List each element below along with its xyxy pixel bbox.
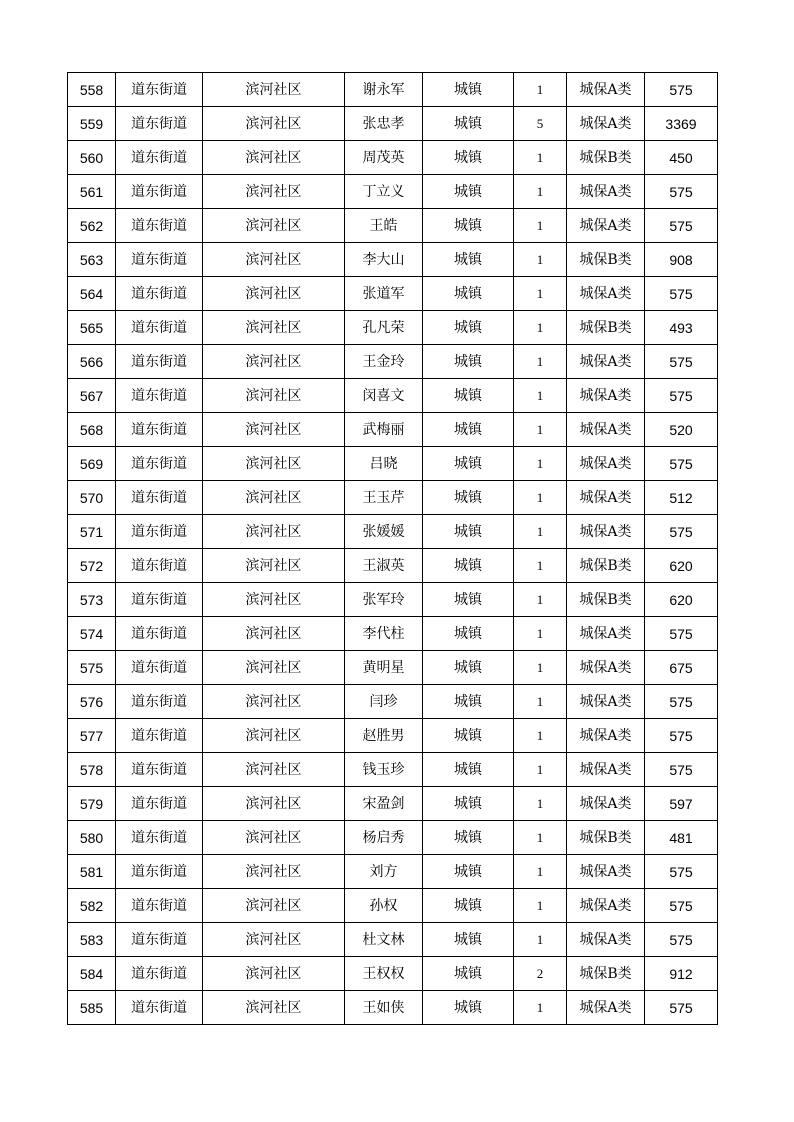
table-row	[68, 753, 718, 787]
name-cell: 王权权	[345, 957, 423, 991]
amount-cell: 481	[645, 821, 718, 855]
category-cell: 城保B类	[567, 311, 645, 345]
residence-type-cell: 城镇	[423, 243, 514, 277]
table-row	[68, 821, 718, 855]
amount-cell: 575	[645, 889, 718, 923]
community-cell: 滨河社区	[203, 481, 345, 515]
residence-type-cell: 城镇	[423, 379, 514, 413]
name-cell: 王金玲	[345, 345, 423, 379]
name-cell: 李代柱	[345, 617, 423, 651]
row-number-cell: 580	[68, 821, 116, 855]
table-row	[68, 107, 718, 141]
household-size-cell: 1	[514, 651, 567, 685]
amount-cell: 3369	[645, 107, 718, 141]
name-cell: 武梅丽	[345, 413, 423, 447]
subdistrict-cell: 道东街道	[116, 855, 203, 889]
community-cell: 滨河社区	[203, 821, 345, 855]
community-cell: 滨河社区	[203, 617, 345, 651]
household-size-cell: 5	[514, 107, 567, 141]
community-cell: 滨河社区	[203, 753, 345, 787]
residence-type-cell: 城镇	[423, 175, 514, 209]
community-cell: 滨河社区	[203, 311, 345, 345]
subdistrict-cell: 道东街道	[116, 243, 203, 277]
residence-type-cell: 城镇	[423, 957, 514, 991]
household-size-cell: 1	[514, 855, 567, 889]
category-cell: 城保B类	[567, 583, 645, 617]
table-row	[68, 73, 718, 107]
subdistrict-cell: 道东街道	[116, 107, 203, 141]
subdistrict-cell: 道东街道	[116, 719, 203, 753]
community-cell: 滨河社区	[203, 787, 345, 821]
community-cell: 滨河社区	[203, 107, 345, 141]
subdistrict-cell: 道东街道	[116, 753, 203, 787]
community-cell: 滨河社区	[203, 991, 345, 1025]
amount-cell: 620	[645, 583, 718, 617]
name-cell: 闵喜文	[345, 379, 423, 413]
community-cell: 滨河社区	[203, 651, 345, 685]
table-row	[68, 447, 718, 481]
community-cell: 滨河社区	[203, 515, 345, 549]
subdistrict-cell: 道东街道	[116, 549, 203, 583]
subdistrict-cell: 道东街道	[116, 583, 203, 617]
subdistrict-cell: 道东街道	[116, 923, 203, 957]
category-cell: 城保A类	[567, 889, 645, 923]
amount-cell: 450	[645, 141, 718, 175]
household-size-cell: 1	[514, 141, 567, 175]
name-cell: 杨启秀	[345, 821, 423, 855]
row-number-cell: 571	[68, 515, 116, 549]
table-row	[68, 583, 718, 617]
community-cell: 滨河社区	[203, 73, 345, 107]
community-cell: 滨河社区	[203, 209, 345, 243]
community-cell: 滨河社区	[203, 685, 345, 719]
subdistrict-cell: 道东街道	[116, 413, 203, 447]
residence-type-cell: 城镇	[423, 447, 514, 481]
name-cell: 杜文林	[345, 923, 423, 957]
row-number-cell: 583	[68, 923, 116, 957]
community-cell: 滨河社区	[203, 277, 345, 311]
name-cell: 王淑英	[345, 549, 423, 583]
subdistrict-cell: 道东街道	[116, 277, 203, 311]
name-cell: 孙权	[345, 889, 423, 923]
amount-cell: 675	[645, 651, 718, 685]
community-cell: 滨河社区	[203, 413, 345, 447]
subdistrict-cell: 道东街道	[116, 821, 203, 855]
category-cell: 城保A类	[567, 379, 645, 413]
subdistrict-cell: 道东街道	[116, 141, 203, 175]
amount-cell: 575	[645, 379, 718, 413]
table-row	[68, 311, 718, 345]
category-cell: 城保B类	[567, 141, 645, 175]
community-cell: 滨河社区	[203, 549, 345, 583]
row-number-cell: 564	[68, 277, 116, 311]
table-row	[68, 379, 718, 413]
roster-table-body	[68, 73, 718, 1025]
subdistrict-cell: 道东街道	[116, 345, 203, 379]
name-cell: 钱玉珍	[345, 753, 423, 787]
category-cell: 城保A类	[567, 991, 645, 1025]
name-cell: 宋盈剑	[345, 787, 423, 821]
subdistrict-cell: 道东街道	[116, 515, 203, 549]
row-number-cell: 562	[68, 209, 116, 243]
row-number-cell: 569	[68, 447, 116, 481]
household-size-cell: 1	[514, 175, 567, 209]
category-cell: 城保A类	[567, 447, 645, 481]
category-cell: 城保A类	[567, 719, 645, 753]
category-cell: 城保B类	[567, 243, 645, 277]
household-size-cell: 1	[514, 685, 567, 719]
household-size-cell: 1	[514, 311, 567, 345]
amount-cell: 575	[645, 685, 718, 719]
residence-type-cell: 城镇	[423, 481, 514, 515]
name-cell: 闫珍	[345, 685, 423, 719]
row-number-cell: 567	[68, 379, 116, 413]
category-cell: 城保A类	[567, 787, 645, 821]
table-row	[68, 413, 718, 447]
row-number-cell: 565	[68, 311, 116, 345]
amount-cell: 512	[645, 481, 718, 515]
community-cell: 滨河社区	[203, 923, 345, 957]
row-number-cell: 560	[68, 141, 116, 175]
row-number-cell: 568	[68, 413, 116, 447]
residence-type-cell: 城镇	[423, 821, 514, 855]
row-number-cell: 558	[68, 73, 116, 107]
row-number-cell: 563	[68, 243, 116, 277]
residence-type-cell: 城镇	[423, 209, 514, 243]
category-cell: 城保A类	[567, 175, 645, 209]
household-size-cell: 1	[514, 515, 567, 549]
name-cell: 张忠孝	[345, 107, 423, 141]
name-cell: 吕晓	[345, 447, 423, 481]
household-size-cell: 1	[514, 787, 567, 821]
household-size-cell: 1	[514, 889, 567, 923]
amount-cell: 597	[645, 787, 718, 821]
community-cell: 滨河社区	[203, 141, 345, 175]
household-size-cell: 1	[514, 583, 567, 617]
category-cell: 城保A类	[567, 753, 645, 787]
household-size-cell: 1	[514, 277, 567, 311]
table-row	[68, 923, 718, 957]
amount-cell: 908	[645, 243, 718, 277]
community-cell: 滨河社区	[203, 447, 345, 481]
residence-type-cell: 城镇	[423, 277, 514, 311]
community-cell: 滨河社区	[203, 957, 345, 991]
residence-type-cell: 城镇	[423, 651, 514, 685]
row-number-cell: 584	[68, 957, 116, 991]
category-cell: 城保A类	[567, 345, 645, 379]
roster-table	[67, 72, 718, 1025]
category-cell: 城保A类	[567, 481, 645, 515]
amount-cell: 620	[645, 549, 718, 583]
subdistrict-cell: 道东街道	[116, 481, 203, 515]
table-row	[68, 617, 718, 651]
subdistrict-cell: 道东街道	[116, 991, 203, 1025]
residence-type-cell: 城镇	[423, 107, 514, 141]
table-row	[68, 141, 718, 175]
category-cell: 城保B类	[567, 821, 645, 855]
subdistrict-cell: 道东街道	[116, 447, 203, 481]
category-cell: 城保A类	[567, 923, 645, 957]
residence-type-cell: 城镇	[423, 311, 514, 345]
subdistrict-cell: 道东街道	[116, 787, 203, 821]
table-row	[68, 719, 718, 753]
residence-type-cell: 城镇	[423, 685, 514, 719]
residence-type-cell: 城镇	[423, 73, 514, 107]
row-number-cell: 576	[68, 685, 116, 719]
amount-cell: 575	[645, 447, 718, 481]
household-size-cell: 1	[514, 719, 567, 753]
amount-cell: 575	[645, 277, 718, 311]
table-row	[68, 277, 718, 311]
row-number-cell: 574	[68, 617, 116, 651]
amount-cell: 575	[645, 923, 718, 957]
table-row	[68, 549, 718, 583]
amount-cell: 575	[645, 991, 718, 1025]
household-size-cell: 1	[514, 73, 567, 107]
table-row	[68, 209, 718, 243]
table-row	[68, 991, 718, 1025]
category-cell: 城保A类	[567, 73, 645, 107]
community-cell: 滨河社区	[203, 345, 345, 379]
amount-cell: 912	[645, 957, 718, 991]
amount-cell: 575	[645, 345, 718, 379]
name-cell: 赵胜男	[345, 719, 423, 753]
category-cell: 城保A类	[567, 413, 645, 447]
subdistrict-cell: 道东街道	[116, 651, 203, 685]
amount-cell: 575	[645, 175, 718, 209]
table-row	[68, 651, 718, 685]
residence-type-cell: 城镇	[423, 583, 514, 617]
name-cell: 张军玲	[345, 583, 423, 617]
row-number-cell: 585	[68, 991, 116, 1025]
subdistrict-cell: 道东街道	[116, 73, 203, 107]
amount-cell: 520	[645, 413, 718, 447]
row-number-cell: 570	[68, 481, 116, 515]
row-number-cell: 566	[68, 345, 116, 379]
name-cell: 周茂英	[345, 141, 423, 175]
category-cell: 城保A类	[567, 515, 645, 549]
category-cell: 城保A类	[567, 209, 645, 243]
row-number-cell: 561	[68, 175, 116, 209]
household-size-cell: 1	[514, 923, 567, 957]
household-size-cell: 1	[514, 549, 567, 583]
subdistrict-cell: 道东街道	[116, 889, 203, 923]
table-row	[68, 855, 718, 889]
subdistrict-cell: 道东街道	[116, 957, 203, 991]
name-cell: 黄明星	[345, 651, 423, 685]
row-number-cell: 581	[68, 855, 116, 889]
residence-type-cell: 城镇	[423, 413, 514, 447]
row-number-cell: 582	[68, 889, 116, 923]
name-cell: 王玉芹	[345, 481, 423, 515]
category-cell: 城保A类	[567, 107, 645, 141]
amount-cell: 575	[645, 855, 718, 889]
row-number-cell: 572	[68, 549, 116, 583]
community-cell: 滨河社区	[203, 855, 345, 889]
community-cell: 滨河社区	[203, 175, 345, 209]
amount-cell: 575	[645, 617, 718, 651]
residence-type-cell: 城镇	[423, 889, 514, 923]
household-size-cell: 1	[514, 209, 567, 243]
community-cell: 滨河社区	[203, 719, 345, 753]
category-cell: 城保B类	[567, 957, 645, 991]
residence-type-cell: 城镇	[423, 719, 514, 753]
household-size-cell: 1	[514, 617, 567, 651]
residence-type-cell: 城镇	[423, 855, 514, 889]
residence-type-cell: 城镇	[423, 991, 514, 1025]
amount-cell: 575	[645, 515, 718, 549]
subdistrict-cell: 道东街道	[116, 209, 203, 243]
category-cell: 城保A类	[567, 651, 645, 685]
amount-cell: 575	[645, 753, 718, 787]
residence-type-cell: 城镇	[423, 617, 514, 651]
name-cell: 张道军	[345, 277, 423, 311]
row-number-cell: 559	[68, 107, 116, 141]
name-cell: 孔凡荣	[345, 311, 423, 345]
residence-type-cell: 城镇	[423, 549, 514, 583]
subdistrict-cell: 道东街道	[116, 379, 203, 413]
category-cell: 城保B类	[567, 549, 645, 583]
subdistrict-cell: 道东街道	[116, 175, 203, 209]
name-cell: 王如侠	[345, 991, 423, 1025]
name-cell: 谢永军	[345, 73, 423, 107]
table-row	[68, 243, 718, 277]
subdistrict-cell: 道东街道	[116, 685, 203, 719]
residence-type-cell: 城镇	[423, 753, 514, 787]
community-cell: 滨河社区	[203, 379, 345, 413]
table-row	[68, 175, 718, 209]
table-row	[68, 889, 718, 923]
community-cell: 滨河社区	[203, 583, 345, 617]
row-number-cell: 579	[68, 787, 116, 821]
category-cell: 城保A类	[567, 855, 645, 889]
residence-type-cell: 城镇	[423, 345, 514, 379]
subdistrict-cell: 道东街道	[116, 617, 203, 651]
table-row	[68, 957, 718, 991]
residence-type-cell: 城镇	[423, 787, 514, 821]
amount-cell: 493	[645, 311, 718, 345]
name-cell: 王皓	[345, 209, 423, 243]
amount-cell: 575	[645, 719, 718, 753]
residence-type-cell: 城镇	[423, 923, 514, 957]
category-cell: 城保A类	[567, 685, 645, 719]
community-cell: 滨河社区	[203, 889, 345, 923]
row-number-cell: 575	[68, 651, 116, 685]
household-size-cell: 1	[514, 481, 567, 515]
row-number-cell: 577	[68, 719, 116, 753]
category-cell: 城保A类	[567, 277, 645, 311]
table-row	[68, 787, 718, 821]
household-size-cell: 1	[514, 345, 567, 379]
table-row	[68, 481, 718, 515]
table-row	[68, 345, 718, 379]
household-size-cell: 1	[514, 821, 567, 855]
name-cell: 丁立义	[345, 175, 423, 209]
category-cell: 城保A类	[567, 617, 645, 651]
row-number-cell: 573	[68, 583, 116, 617]
household-size-cell: 1	[514, 447, 567, 481]
household-size-cell: 1	[514, 991, 567, 1025]
row-number-cell: 578	[68, 753, 116, 787]
household-size-cell: 1	[514, 379, 567, 413]
amount-cell: 575	[645, 209, 718, 243]
subdistrict-cell: 道东街道	[116, 311, 203, 345]
name-cell: 张媛媛	[345, 515, 423, 549]
name-cell: 刘方	[345, 855, 423, 889]
table-row	[68, 515, 718, 549]
residence-type-cell: 城镇	[423, 141, 514, 175]
table-row	[68, 685, 718, 719]
community-cell: 滨河社区	[203, 243, 345, 277]
household-size-cell: 1	[514, 753, 567, 787]
household-size-cell: 1	[514, 243, 567, 277]
household-size-cell: 1	[514, 413, 567, 447]
name-cell: 李大山	[345, 243, 423, 277]
amount-cell: 575	[645, 73, 718, 107]
residence-type-cell: 城镇	[423, 515, 514, 549]
household-size-cell: 2	[514, 957, 567, 991]
